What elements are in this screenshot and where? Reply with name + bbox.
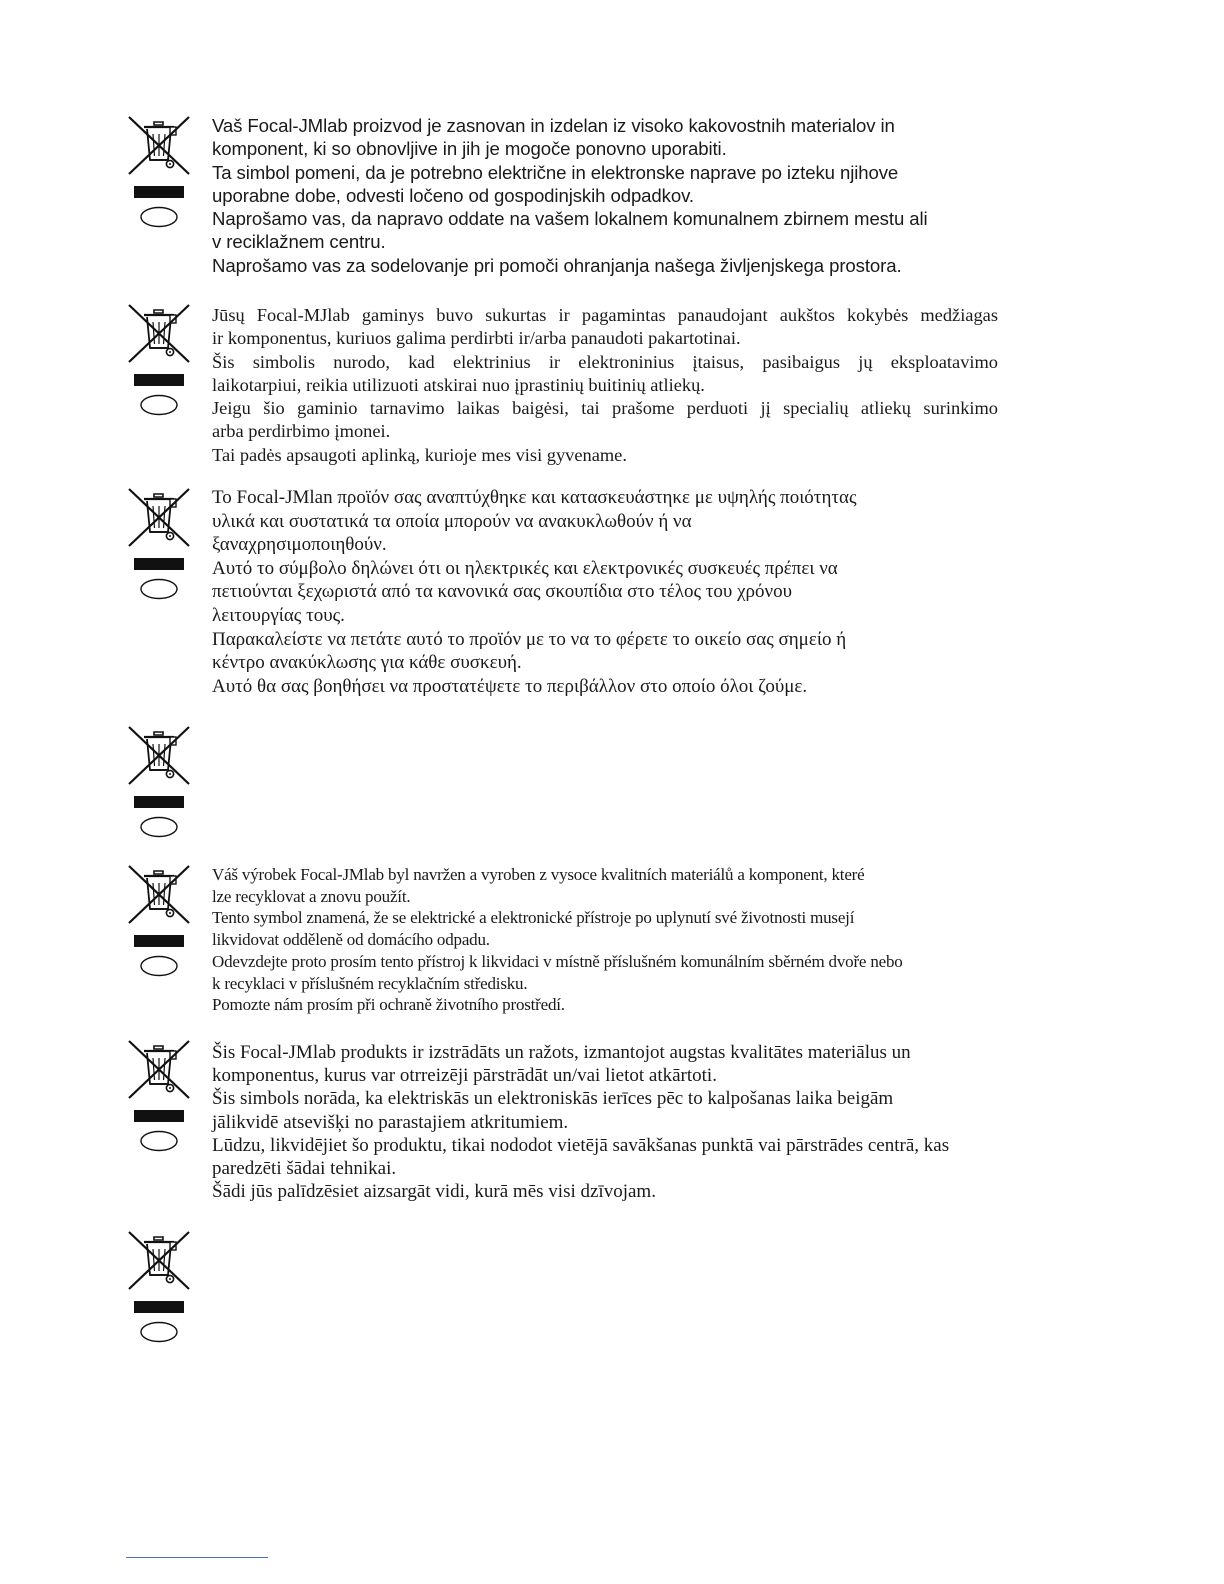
text-line: komponent, ki so obnovljive in jih je mogoče ponovno uporabiti. (212, 138, 727, 160)
weee-crossed-bin-icon (126, 302, 192, 420)
text-line: Vaš Focal-JMlab proizvod je zasnovan in izdelan iz visoko kakovostnih materialov in (212, 115, 895, 136)
text-line: jālikvidē atsevišķi no parastajiem atkritumiem. (212, 1111, 569, 1133)
text-line: Ta simbol pomeni, da je potrebno električne in elektronske naprave po izteku njihove (212, 161, 899, 183)
text-line: υλικά και συστατικά τα οποία μπορούν να ανακυκλωθούν ή να (212, 510, 692, 532)
weee-crossed-bin-icon (126, 486, 192, 604)
text-line: uporabne dobe, odvesti ločeno od gospodinjskih odpadkov. (212, 184, 694, 206)
text-line: v reciklažnem centru. (212, 231, 386, 253)
text-line: lze recyklovat a znovu použít. (212, 886, 411, 906)
text-line: πετιούνται ξεχωριστά από τα κανονικά σας σκουπίδια στο τέλος του χρόνου (212, 581, 793, 603)
text-line: Παρακαλείστε να πετάτε αυτό το προϊόν με το να το φέρετε το οικείο σας σημείο ή (212, 628, 847, 650)
section-text (212, 864, 1012, 1016)
text-line: Jeigu šio gaminio tarnavimo laikas baigėsi, tai prašome perduoti jį specialių atliekų surinkimo (212, 398, 998, 419)
text-line: komponentus, kurus var otrreizēji pārstrādāt un/vai lietot atkārtoti. (212, 1065, 717, 1087)
text-line: Šis simbolis nurodo, kad elektrinius ir elektroninius įtaisus, pasibaigus jų eksploatavimo (212, 351, 998, 372)
text-line: Lūdzu, likvidējiet šo produktu, tikai nododot vietējā savākšanas punktā vai pārstrādes centrā, kas (212, 1134, 950, 1156)
section-text (212, 1041, 1012, 1203)
weee-crossed-bin-icon (126, 724, 192, 842)
text-line: Šādi jūs palīdzēsiet aizsargāt vidi, kurā mēs visi dzīvojam. (212, 1181, 656, 1203)
text-line: Jūsų Focal-MJlab gaminys buvo sukurtas ir pagamintas panaudojant aukštos kokybės medžiagas (212, 305, 998, 325)
text-line: likvidovat odděleně od domácího odpadu. (212, 930, 490, 950)
footnote-rule (126, 1557, 268, 1558)
text-line: Tai padės apsaugoti aplinką, kurioje mes visi gyvename. (212, 444, 627, 465)
section-text (212, 304, 1012, 467)
text-line: κέντρο ανακύκλωσης για κάθε συσκευή. (212, 652, 522, 674)
section-text (212, 114, 1012, 277)
text-line: Αυτό θα σας βοηθήσει να προστατέψετε το περιβάλλον στο οποίο όλοι ζούμε. (212, 675, 808, 697)
text-line: Váš výrobek Focal-JMlab byl navržen a vyroben z vysoce kvalitních materiálů a komponent, které (212, 865, 865, 884)
section-text (212, 486, 1012, 698)
text-line: k recyklaci v příslušném recyklačním středisku. (212, 973, 528, 993)
text-line: Αυτό το σύμβολο δηλώνει ότι οι ηλεκτρικές και ελεκτρονικές συσκευές πρέπει να (212, 557, 838, 579)
weee-crossed-bin-icon (126, 863, 192, 981)
text-line: Το Focal-JMlan προϊόν σας αναπτύχθηκε και κατασκευάστηκε με υψηλής ποιότητας (212, 487, 857, 508)
text-line: Naprošamo vas za sodelovanje pri pomoči ohranjanja našega življenjskega prostora. (212, 254, 902, 276)
text-line: arba perdirbimo įmonei. (212, 421, 391, 442)
text-line: laikotarpiui, reikia utilizuoti atskirai nuo įprastinių buitinių atliekų. (212, 374, 705, 395)
text-line: Šis Focal-JMlab produkts ir izstrādāts un ražots, izmantojot augstas kvalitātes materiālus un (212, 1042, 911, 1063)
text-line: ξαναχρησιμοποιηθούν. (212, 534, 387, 556)
weee-crossed-bin-icon (126, 1229, 192, 1347)
weee-crossed-bin-icon (126, 114, 192, 232)
text-line: Pomozte nám prosím při ochraně životního prostředí. (212, 995, 565, 1015)
weee-crossed-bin-icon (126, 1038, 192, 1156)
text-line: Tento symbol znamená, že se elektrické a elektronické přístroje po uplynutí své životnosti musejí (212, 908, 855, 928)
text-line: λειτουργίας τους. (212, 604, 345, 626)
text-line: Šis simbols norāda, ka elektriskās un elektroniskās ierīces pēc to kalpošanas laika beigām (212, 1088, 894, 1110)
text-line: ir komponentus, kuriuos galima perdirbti ir/arba panaudoti pakartotinai. (212, 328, 741, 349)
text-line: paredzēti šādai tehnikai. (212, 1158, 397, 1180)
text-line: Odevzdejte proto prosím tento přístroj k likvidaci v místně příslušném komunálním sběrném dvoře nebo (212, 951, 903, 971)
text-line: Naprošamo vas, da napravo oddate na vašem lokalnem komunalnem zbirnem mestu ali (212, 208, 928, 230)
